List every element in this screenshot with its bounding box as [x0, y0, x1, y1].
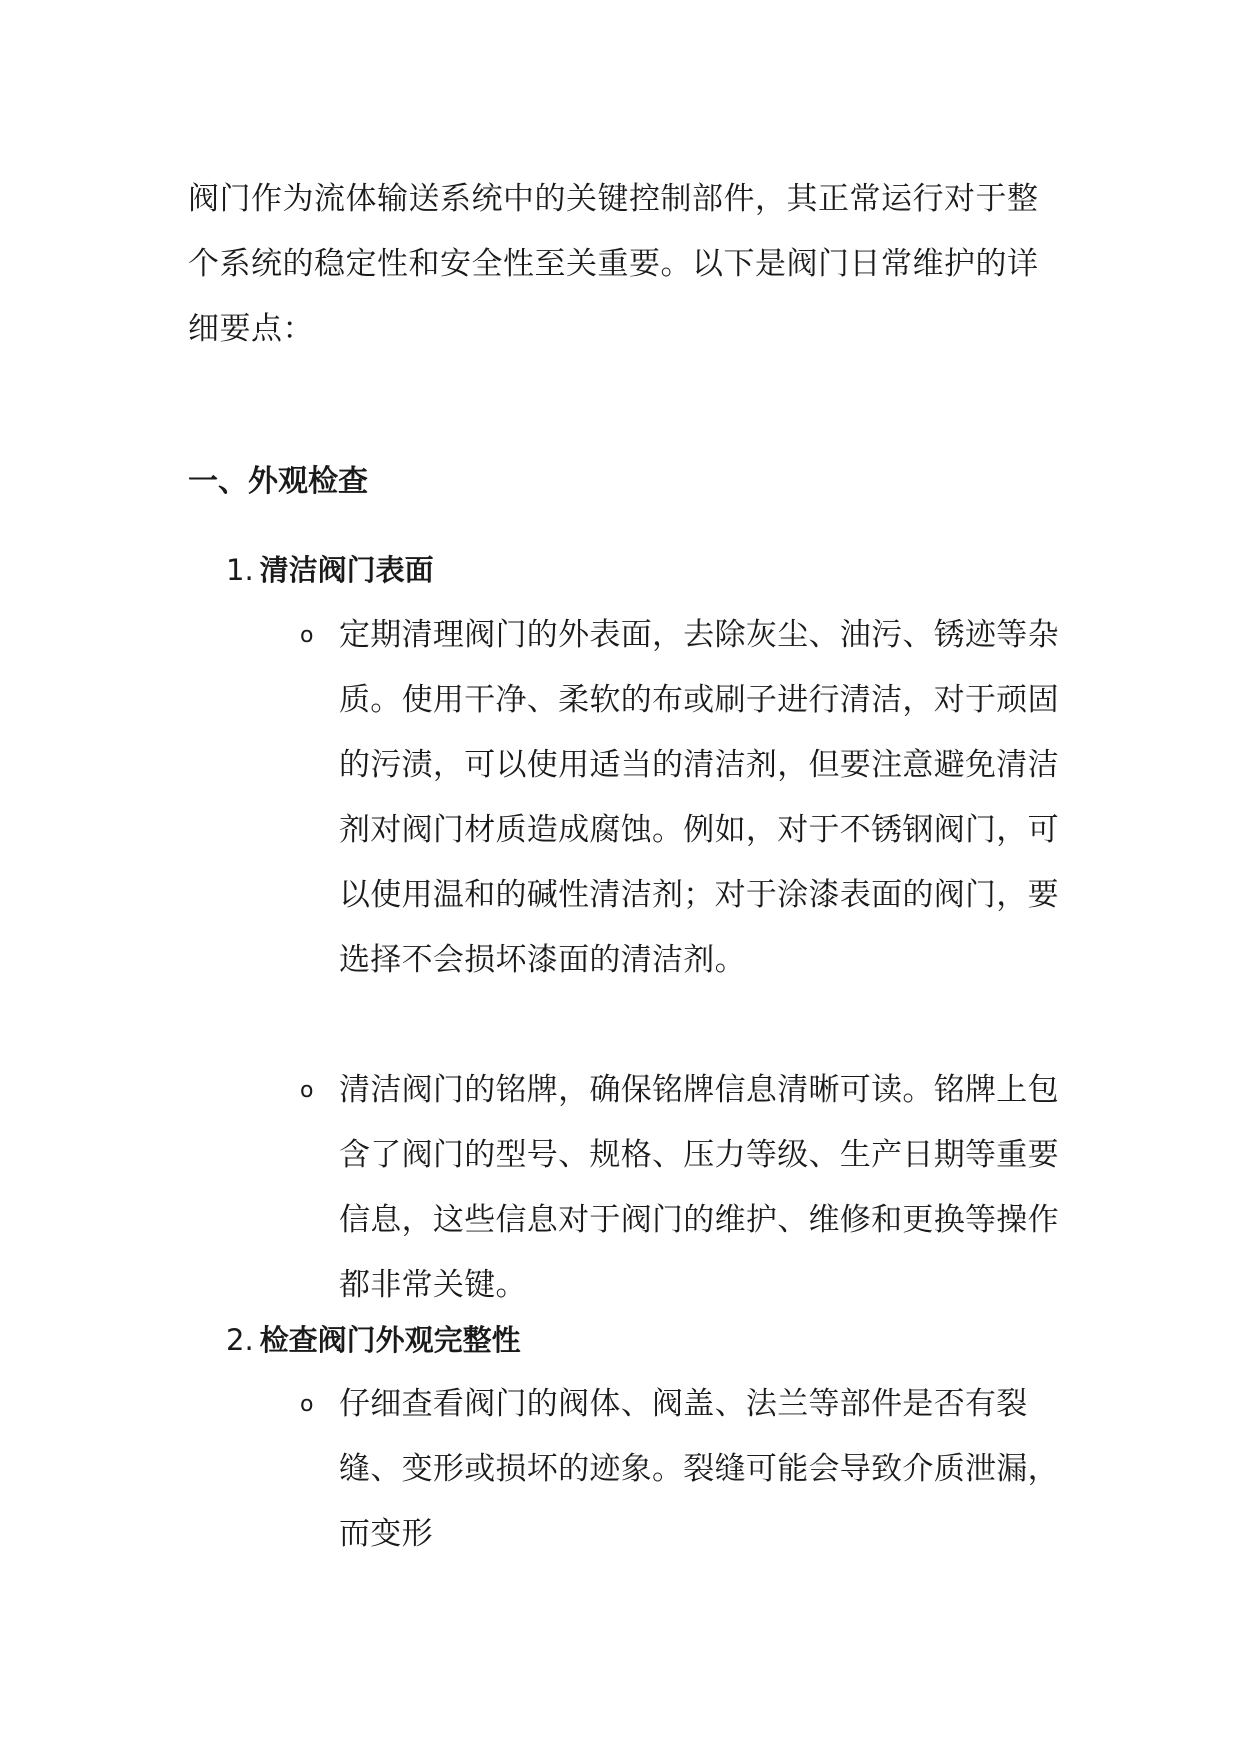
- item-title: 清洁阀门表面: [259, 553, 434, 587]
- bullet-paragraph-2-1: 仔细查看阀门的阀体、阀盖、法兰等部件是否有裂缝、变形或损坏的迹象。裂缝可能会导致介质泄漏，而变形: [339, 1386, 1059, 1552]
- bullet-marker: o: [300, 623, 314, 648]
- item-heading-2: [226, 1320, 521, 1360]
- intro-paragraph: 阀门作为流体输送系统中的关键控制部件，其正常运行对于整个系统的稳定性和安全性至关重要。以下是阀门日常维护的详细要点：: [188, 181, 1039, 347]
- section-heading: 一、外观检查: [188, 464, 368, 499]
- item-number: 1.: [226, 553, 254, 587]
- bullet-marker: o: [300, 1392, 314, 1417]
- item-number: 2.: [226, 1323, 254, 1357]
- bullet-marker: o: [300, 1078, 314, 1103]
- item-heading-1: [226, 550, 434, 590]
- bullet-paragraph-1-1: 定期清理阀门的外表面，去除灰尘、油污、锈迹等杂质。使用干净、柔软的布或刷子进行清洁，对于顽固的污渍，可以使用适当的清洁剂，但要注意避免清洁剂对阀门材质造成腐蚀。例如，对于不锈钢阀门，可以使用温和的碱性清洁剂；对于涂漆表面的阀门，要选择不会损坏漆面的清洁剂。: [339, 617, 1059, 978]
- item-title: 检查阀门外观完整性: [259, 1323, 521, 1357]
- bullet-paragraph-1-2: 清洁阀门的铭牌，确保铭牌信息清晰可读。铭牌上包含了阀门的型号、规格、压力等级、生产日期等重要信息，这些信息对于阀门的维护、维修和更换等操作都非常关键。: [339, 1072, 1059, 1303]
